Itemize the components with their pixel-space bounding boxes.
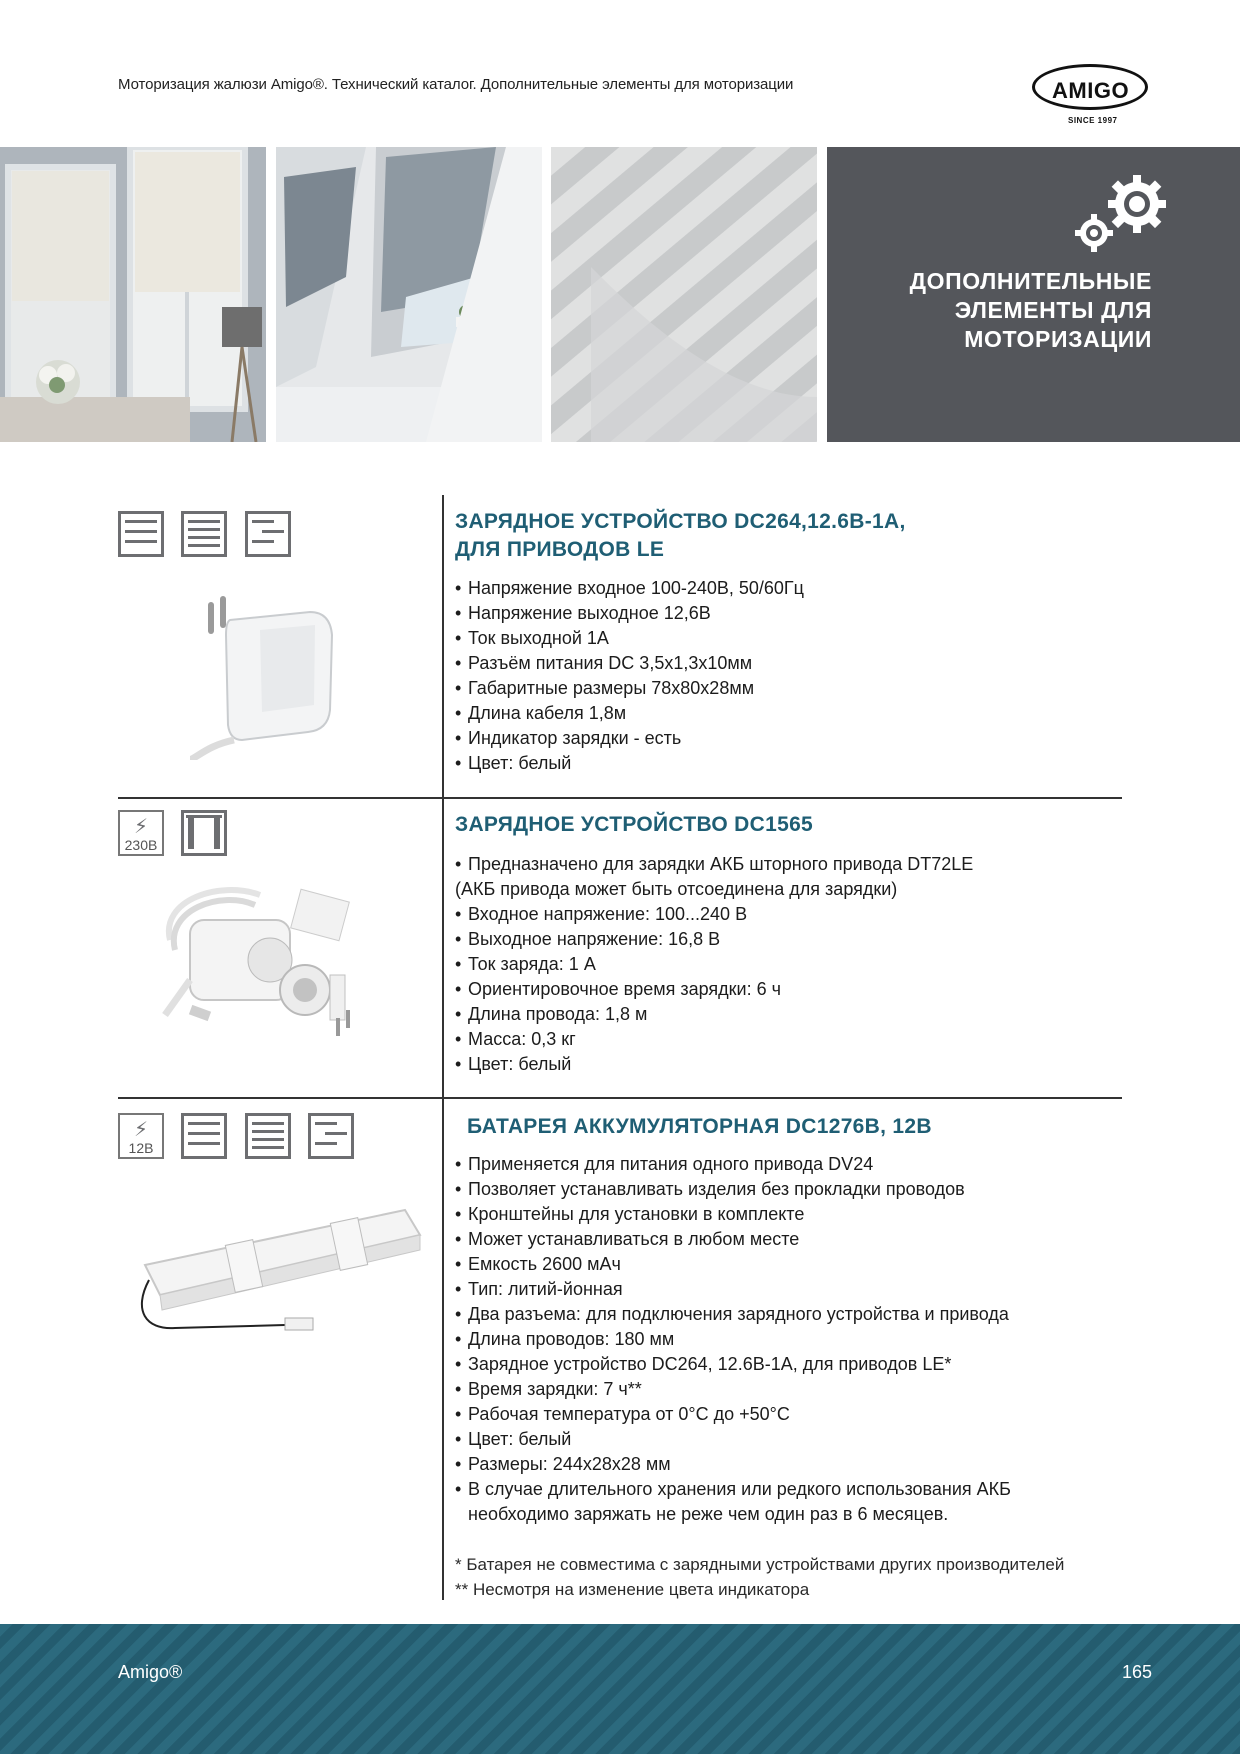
voltage-12v-icon: ⚡ 12В — [118, 1113, 164, 1159]
horizontal-blinds-icon — [181, 511, 227, 557]
spec-item: • Напряжение входное 100-240В, 50/60Гц — [455, 578, 804, 598]
amigo-logo — [1028, 58, 1156, 130]
charger-dc264-image — [190, 590, 340, 760]
spec-item: • Ток выходной 1А — [455, 628, 609, 648]
spec-item: • Габаритные размеры 78х80х28мм — [455, 678, 755, 698]
spec-item: • Размеры: 244х28х28 мм — [455, 1454, 671, 1474]
banner-photo-fabric-roll — [551, 147, 817, 442]
banner-title: ДОПОЛНИТЕЛЬНЫЕ ЭЛЕМЕНТЫ ДЛЯ МОТОРИЗАЦИИ — [909, 268, 1152, 352]
spec-item: • Ток заряда: 1 А — [455, 954, 596, 974]
product-specs-dc1276b — [455, 1152, 1011, 1527]
spec-item: • Длина кабеля 1,8м — [455, 703, 627, 723]
battery-dc1276b-image — [135, 1200, 425, 1340]
footnote: ** Несмотря на изменение цвета индикатора — [455, 1580, 810, 1599]
horizontal-blinds-icon — [245, 1113, 291, 1159]
spec-item: • Напряжение выходное 12,6В — [455, 603, 711, 623]
spec-item: • Два разъема: для подключения зарядного устройства и привода — [455, 1304, 1009, 1324]
page-footer — [0, 1624, 1240, 1754]
spec-item: • Тип: литий-йонная — [455, 1279, 623, 1299]
banner-photo-roller-blinds — [0, 147, 266, 442]
lightning-icon: ⚡ — [134, 816, 149, 838]
horizontal-blinds-icon — [181, 1113, 227, 1159]
spec-item: • Емкость 2600 мАч — [455, 1254, 621, 1274]
spec-item: • Цвет: белый — [455, 1429, 572, 1449]
spec-item: • Длина провода: 1,8 м — [455, 1004, 648, 1024]
spec-item: • Цвет: белый — [455, 1054, 572, 1074]
spec-item: • Рабочая температура от 0°С до +50°С — [455, 1404, 790, 1424]
spec-item: • Предназначено для зарядки АКБ шторного привода DT72LE — [455, 854, 974, 874]
column-divider — [442, 495, 444, 1600]
spec-item: • Кронштейны для установки в комплекте — [455, 1204, 805, 1224]
banner-photo-roof-windows — [276, 147, 542, 442]
page-number: 165 — [1121, 1662, 1152, 1682]
spec-item: • Входное напряжение: 100...240 В — [455, 904, 748, 924]
logo-word: AMIGO — [1052, 78, 1130, 103]
spec-item: • Индикатор зарядки - есть — [455, 728, 682, 748]
pleated-blinds-icon — [308, 1113, 354, 1159]
spec-item: • Позволяет устанавливать изделия без прокладки проводов — [455, 1179, 965, 1199]
row-divider — [118, 1097, 1122, 1099]
lightning-icon: ⚡ — [134, 1119, 149, 1141]
spec-item: • Может устанавливаться в любом месте — [455, 1229, 800, 1249]
footnote: * Батарея не совместима с зарядными устройствами других производителей — [455, 1555, 1065, 1574]
pleated-blinds-icon — [245, 511, 291, 557]
gears-icon — [1067, 169, 1177, 259]
spec-item: (АКБ привода может быть отсоединена для зарядки) — [455, 879, 898, 899]
spec-item: • Цвет: белый — [455, 753, 572, 773]
product-specs-dc1565 — [455, 852, 973, 1077]
spec-item: • Зарядное устройство DC264, 12.6В-1А, для приводов LE* — [455, 1354, 952, 1374]
spec-item: • Длина проводов: 180 мм — [455, 1329, 675, 1349]
row-divider — [118, 797, 1122, 799]
horizontal-blinds-icon — [118, 511, 164, 557]
spec-item: • В случае длительного хранения или редкого использования АКБ — [455, 1479, 1011, 1499]
logo-since: SINCE 1997 — [1068, 116, 1118, 125]
charger-dc1565-image — [160, 880, 370, 1040]
header-text: Моторизация жалюзи Amigo®. Технический каталог. Дополнительные элементы для моторизации — [118, 76, 794, 93]
voltage-230v-icon: ⚡ 230В — [118, 810, 164, 856]
product-title-dc264: ЗАРЯДНОЕ УСТРОЙСТВО DC264,12.6В-1А, ДЛЯ ПРИВОДОВ LE — [455, 510, 906, 561]
footnotes — [455, 1552, 1064, 1602]
product-title-dc1276b: БАТАРЕЯ АККУМУЛЯТОРНАЯ DC1276В, 12В — [467, 1115, 932, 1138]
spec-item: • Разъём питания DC 3,5х1,3х10мм — [455, 653, 753, 673]
footer-brand: Amigo® — [118, 1662, 183, 1682]
spec-item: • Выходное напряжение: 16,8 В — [455, 929, 721, 949]
spec-item: • Масса: 0,3 кг — [455, 1029, 576, 1049]
spec-item: • Применяется для питания одного привода DV24 — [455, 1154, 874, 1174]
product-specs-dc264 — [455, 576, 804, 776]
product-title-dc1565: ЗАРЯДНОЕ УСТРОЙСТВО DC1565 — [455, 813, 814, 836]
banner-title-panel — [827, 147, 1240, 442]
curtain-icon — [181, 810, 227, 856]
spec-item: необходимо заряжать не реже чем один раз в 6 месяцев. — [468, 1504, 949, 1524]
spec-item: • Ориентировочное время зарядки: 6 ч — [455, 979, 782, 999]
spec-item: • Время зарядки: 7 ч** — [455, 1379, 642, 1399]
